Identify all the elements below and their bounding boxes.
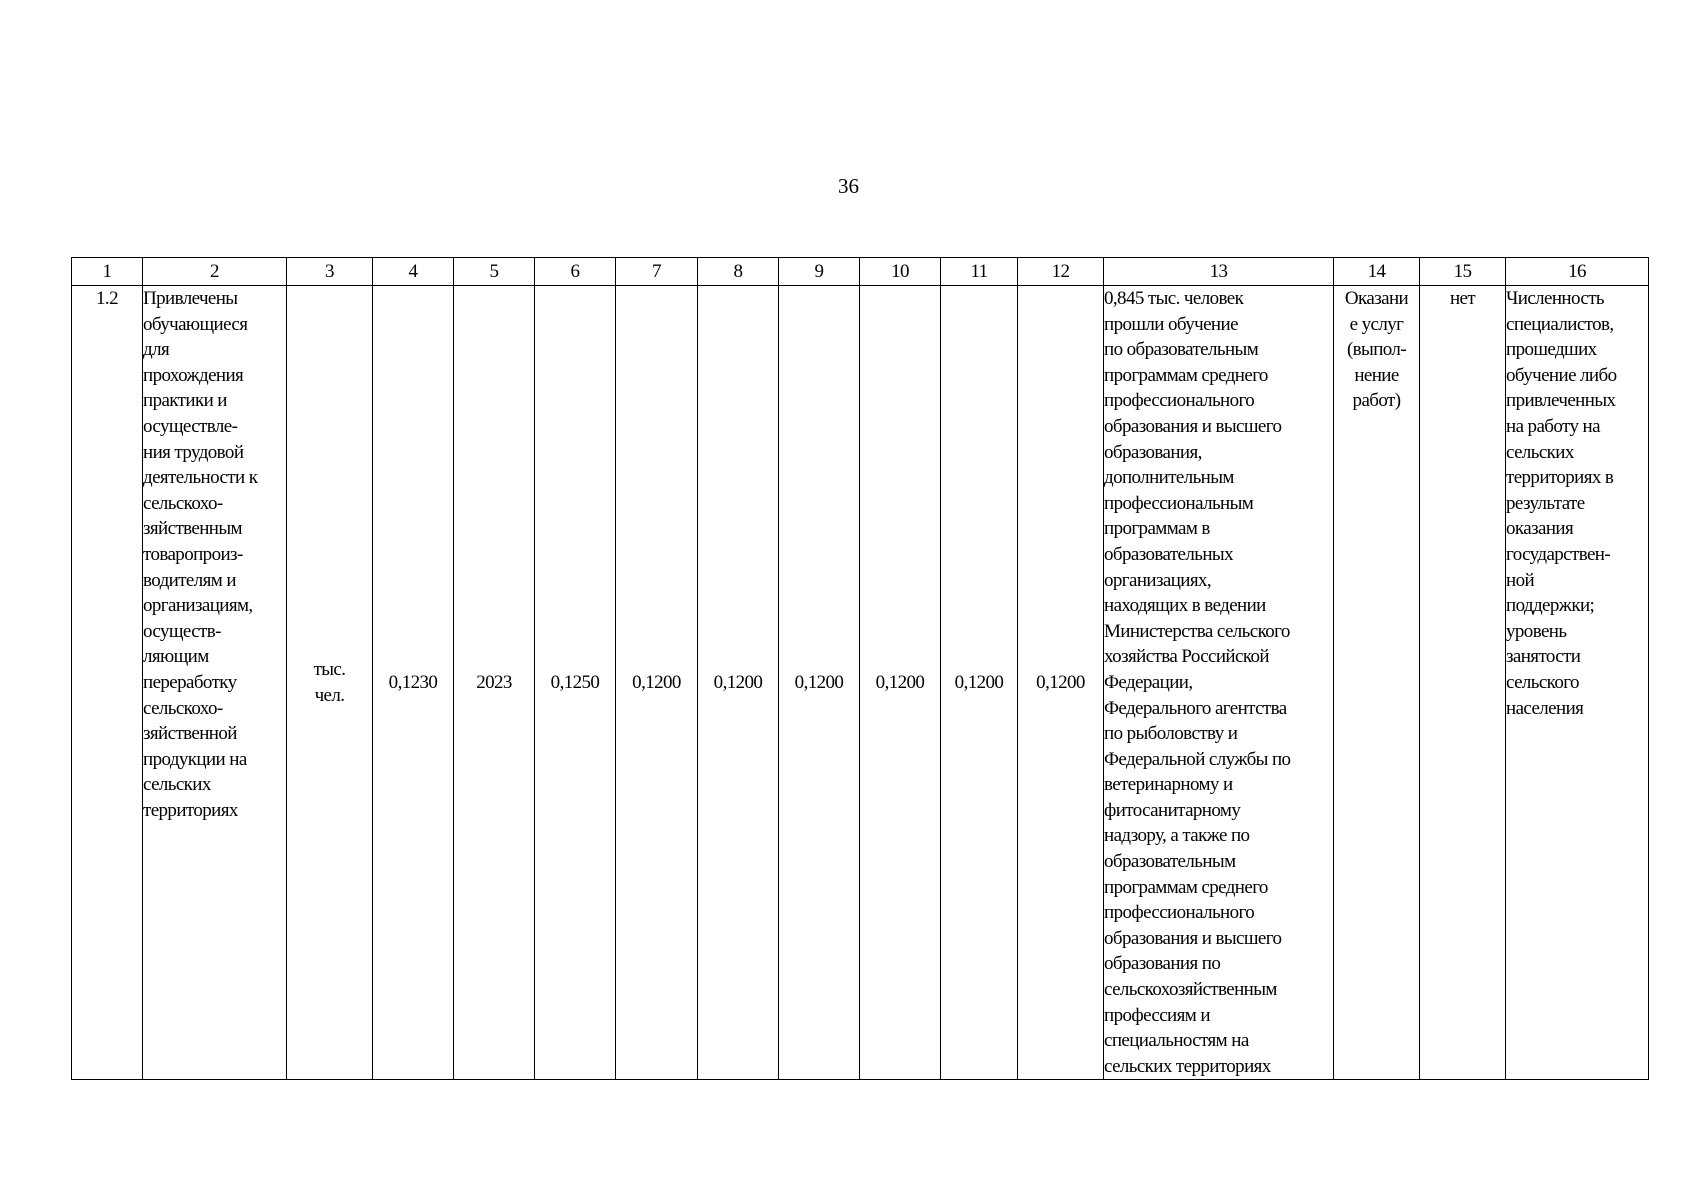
column-number-9: 9 — [779, 258, 860, 286]
column-number-row — [72, 258, 1649, 286]
linked-indicator-line: обучение либо — [1506, 364, 1617, 386]
result-line: профессионального — [1104, 902, 1255, 924]
indicator-name-line: зяйственной — [143, 723, 237, 745]
indicator-name-line: деятельности к — [143, 467, 258, 489]
indicator-name-line: Привлечены — [143, 288, 238, 309]
indicator-name-line: переработку — [143, 671, 237, 693]
column-number-10: 10 — [860, 258, 941, 286]
result-line: образовательных — [1104, 543, 1233, 565]
result-line: программам среднего — [1104, 876, 1268, 898]
column-number-7: 7 — [616, 258, 698, 286]
result-line: профессиям и — [1104, 1004, 1210, 1026]
column-number-13: 13 — [1104, 258, 1334, 286]
linked-indicator-line: занятости — [1506, 646, 1581, 668]
result-line: профессионального — [1104, 390, 1255, 412]
column-number-4: 4 — [373, 258, 454, 286]
result-type-line: Оказани — [1344, 288, 1409, 309]
year-value: 0,1200 — [941, 286, 1018, 1080]
result-line: Федерального агентства — [1104, 697, 1287, 719]
indicator-name-line: сельских — [143, 774, 211, 796]
linked-indicator-line: Численность — [1506, 288, 1604, 309]
year-value: 0,1200 — [779, 286, 860, 1080]
linked-indicator-line: на работу на — [1506, 415, 1600, 437]
result-description — [1104, 286, 1334, 1080]
page-number: 36 — [838, 174, 859, 198]
linked-indicator-line: сельского — [1506, 671, 1579, 693]
linked-indicator-line: сельских — [1506, 441, 1574, 463]
indicator-name-line: продукции на — [143, 748, 247, 770]
result-line: образовательным — [1104, 851, 1236, 873]
year-value: 0,1200 — [860, 286, 941, 1080]
indicator-name-line: практики и — [143, 390, 227, 412]
linked-indicator-line: привлеченных — [1506, 390, 1616, 412]
linked-indicator-line: специалистов, — [1506, 313, 1614, 335]
indicator-name-line: обучающиеся — [143, 313, 248, 335]
result-line: образования и высшего — [1104, 927, 1282, 949]
linked-indicator-line: территориях в — [1506, 467, 1614, 489]
indicator-name-line: осуществ- — [143, 620, 221, 642]
column-number-5: 5 — [454, 258, 535, 286]
column-number-16: 16 — [1506, 258, 1649, 286]
result-line: сельских территориях — [1104, 1055, 1271, 1077]
column-number-8: 8 — [698, 258, 779, 286]
result-type-line: (выпол- — [1346, 339, 1407, 361]
indicator-name — [143, 286, 287, 1080]
result-line: 0,845 тыс. человек — [1104, 288, 1244, 309]
column-number-3: 3 — [287, 258, 373, 286]
year-value: 0,1200 — [1018, 286, 1104, 1080]
linked-indicator-line: прошедших — [1506, 339, 1597, 361]
indicator-name-line: территориях — [143, 799, 238, 821]
row-number: 1.2 — [72, 286, 143, 1080]
linked-indicator-line: оказания — [1506, 518, 1574, 540]
result-line: находящих в ведении — [1104, 595, 1266, 617]
result-line: надзору, а также по — [1104, 825, 1250, 847]
column-number-12: 12 — [1018, 258, 1104, 286]
table-row — [72, 286, 1649, 1080]
unit-line: тыс. — [313, 659, 346, 681]
result-line: программам среднего — [1104, 364, 1268, 386]
base-value: 0,1230 — [373, 286, 454, 1080]
indicator-name-line: сельскохо- — [143, 697, 223, 719]
result-line: программам в — [1104, 518, 1210, 540]
linked-indicator-line: государствен- — [1506, 543, 1611, 565]
result-line: образования и высшего — [1104, 415, 1282, 437]
result-line: по рыболовству и — [1104, 723, 1238, 745]
result-line: прошли обучение — [1104, 313, 1238, 335]
linked-indicator-line: населения — [1506, 697, 1584, 719]
column-number-14: 14 — [1334, 258, 1420, 286]
indicator-name-line: ляющим — [143, 646, 209, 668]
result-type — [1334, 286, 1420, 1080]
result-line: Министерства сельского — [1104, 620, 1290, 642]
indicator-name-line: ния трудовой — [143, 441, 244, 463]
column-number-11: 11 — [941, 258, 1018, 286]
indicator-name-line: осуществле- — [143, 415, 238, 437]
indicator-name-line: зяйственным — [143, 518, 242, 540]
linked-indicator-line: ной — [1506, 569, 1535, 591]
indicator-name-line: сельскохо- — [143, 492, 223, 514]
column-number-2: 2 — [143, 258, 287, 286]
result-line: по образовательным — [1104, 339, 1259, 361]
column-number-15: 15 — [1420, 258, 1506, 286]
indicator-name-line: прохождения — [143, 364, 244, 386]
indicator-name-line: организациям, — [143, 595, 253, 617]
linked-indicator — [1506, 286, 1649, 1080]
result-line: сельскохозяйственным — [1104, 979, 1277, 1001]
linked-indicator-line: поддержки; — [1506, 595, 1595, 617]
result-line: образования, — [1104, 441, 1202, 463]
linked-indicator-line: уровень — [1506, 620, 1567, 642]
result-line: хозяйства Российской — [1104, 646, 1269, 668]
column-number-1: 1 — [72, 258, 143, 286]
flag-value: нет — [1420, 286, 1506, 1080]
linked-indicator-line: результате — [1506, 492, 1585, 514]
year-value: 0,1250 — [535, 286, 616, 1080]
year-value: 0,1200 — [616, 286, 698, 1080]
column-number-6: 6 — [535, 258, 616, 286]
result-line: Федеральной службы по — [1104, 748, 1291, 770]
indicator-name-line: водителям и — [143, 569, 236, 591]
unit-line: чел. — [314, 684, 345, 706]
result-line: профессиональным — [1104, 492, 1254, 514]
unit-of-measure — [287, 286, 373, 1080]
result-line: ветеринарному и — [1104, 774, 1233, 796]
result-type-line: е услуг — [1349, 313, 1404, 335]
result-type-line: работ) — [1352, 390, 1401, 412]
year-value: 0,1200 — [698, 286, 779, 1080]
result-line: образования по — [1104, 953, 1221, 975]
result-type-line: нение — [1354, 364, 1399, 386]
base-year: 2023 — [454, 286, 535, 1080]
indicator-name-line: для — [143, 339, 170, 361]
result-line: дополнительным — [1104, 467, 1234, 489]
result-line: специальностям на — [1104, 1030, 1249, 1052]
result-line: Федерации, — [1104, 671, 1193, 693]
indicator-table — [71, 257, 1649, 1080]
result-line: организациях, — [1104, 569, 1212, 591]
indicator-name-line: товаропроиз- — [143, 543, 243, 565]
result-line: фитосанитарному — [1104, 799, 1241, 821]
